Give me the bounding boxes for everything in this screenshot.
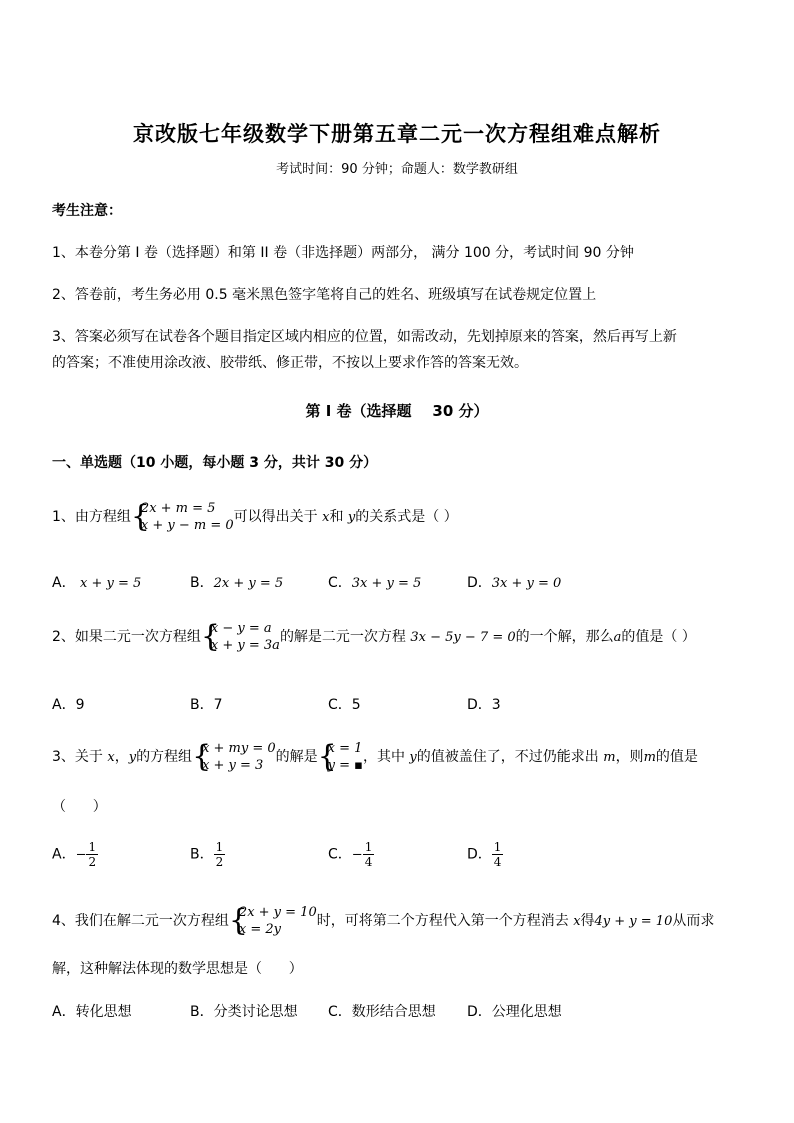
fraction	[363, 840, 375, 869]
option-text: 数形结合思想	[351, 1004, 436, 1020]
denominator: 4	[493, 855, 502, 869]
question-text: 的值被盖住了，不过仍能求出	[416, 749, 604, 765]
option-b[interactable]	[190, 694, 223, 714]
denominator: 2	[215, 855, 224, 869]
option-a[interactable]	[52, 840, 98, 869]
question-1-stem	[52, 500, 458, 534]
option-text: 2x + y = 5	[213, 576, 284, 591]
option-text: 分类讨论思想	[213, 1004, 298, 1020]
numerator: 1	[88, 840, 97, 854]
question-3-stem	[52, 740, 698, 774]
question-4-line2: 解，这种解法体现的数学思想是（ ）	[52, 961, 303, 977]
option-text: 3	[491, 697, 501, 713]
solution-equation: y = ▪	[327, 758, 363, 773]
system-equation: 2x + m = 5	[140, 501, 216, 516]
variable: y	[347, 510, 356, 525]
variable: y	[128, 750, 137, 765]
option-a[interactable]	[52, 1001, 132, 1021]
option-label: B．	[190, 846, 214, 863]
question-prefix: 1、由方程组	[52, 509, 131, 525]
option-label: D．	[467, 846, 492, 863]
option-label: B．	[190, 697, 214, 713]
question-3-answer-blank: （ ）	[52, 799, 107, 815]
numerator: 1	[493, 840, 502, 854]
option-c[interactable]	[328, 1001, 436, 1021]
notice-item-3-line2: 的答案；不准使用涂改液、胶带纸、修正带，不按以上要求作答的答案无效。	[52, 355, 528, 371]
part1-title: 第 I 卷（选择题 30 分）	[305, 402, 489, 420]
option-a[interactable]	[52, 694, 85, 714]
question-text: ，其中	[362, 749, 410, 765]
notice-item-2: 2、答卷前，考生务必用 0.5 毫米黑色签字笔将自己的姓名、班级填写在试卷规定位置上	[52, 287, 597, 303]
option-label: C．	[328, 1004, 352, 1020]
denominator: 2	[88, 855, 97, 869]
equation: 4y + y = 10	[594, 914, 673, 929]
fraction	[214, 840, 226, 869]
option-text: x + y = 5	[80, 576, 142, 591]
question-text: 得	[580, 913, 595, 929]
system-equation: x + y = 3a	[210, 638, 280, 653]
notice-heading: 考生注意：	[52, 203, 122, 219]
system-equation: x + y − m = 0	[140, 518, 234, 533]
option-text: 3x + y = 5	[351, 576, 422, 591]
system-equation: 2x + y = 10	[238, 905, 317, 920]
fraction	[492, 840, 504, 869]
option-label: A．	[52, 1004, 76, 1020]
question-text: 从而求	[672, 913, 715, 929]
equation-system	[131, 500, 234, 534]
fraction	[86, 840, 98, 869]
option-b[interactable]	[190, 840, 225, 869]
option-b[interactable]	[190, 572, 283, 592]
notice-item-1: 1、本卷分第 I 卷（选择题）和第 II 卷（非选择题）两部分， 满分 100 分，考试时间 90 分钟	[52, 245, 634, 261]
minus-sign: −	[75, 847, 87, 863]
question-text: 时，可将第二个方程代入第一个方程消去	[316, 913, 574, 929]
variable: x	[107, 750, 115, 765]
option-label: C．	[328, 575, 352, 591]
option-text: 9	[75, 697, 85, 713]
question-text: ，则	[615, 749, 644, 765]
option-label: C．	[328, 846, 352, 863]
equation-system	[192, 740, 276, 774]
option-label: A．	[52, 846, 76, 863]
question-text: 可以得出关于	[233, 509, 323, 525]
option-text: 3x + y = 0	[491, 576, 562, 591]
exam-info: 考试时间：90 分钟；命题人：数学教研组	[276, 162, 518, 177]
denominator: 4	[364, 855, 373, 869]
system-equation: x − y = a	[210, 621, 272, 636]
option-text: 转化思想	[75, 1004, 132, 1020]
question-prefix: 2、如果二元一次方程组	[52, 629, 201, 645]
left-brace-icon: {	[228, 903, 249, 938]
question-prefix: 4、我们在解二元一次方程组	[52, 913, 229, 929]
question-text: 的解是二元一次方程	[279, 629, 411, 645]
question-text: ，	[114, 749, 129, 765]
option-label: D．	[467, 1004, 492, 1020]
question-prefix: 3、关于	[52, 749, 108, 765]
option-label: B．	[190, 1004, 214, 1020]
option-c[interactable]	[328, 840, 374, 869]
variable: y	[409, 750, 417, 765]
solution-equation: x = 1	[327, 741, 363, 756]
system-equation: x + my = 0	[202, 741, 276, 756]
option-label: D．	[467, 697, 492, 713]
equation: 3x − 5y − 7 = 0	[410, 630, 516, 645]
minus-sign: −	[351, 847, 363, 863]
question-text: 的关系式是（ ）	[355, 509, 458, 525]
equation-system	[201, 620, 280, 654]
option-c[interactable]	[328, 694, 361, 714]
option-label: A．	[52, 575, 76, 591]
option-d[interactable]	[467, 840, 503, 869]
variable: m	[603, 750, 616, 765]
question-text: 的方程组	[136, 749, 193, 765]
option-c[interactable]	[328, 572, 421, 592]
option-d[interactable]	[467, 1001, 562, 1021]
page-title: 京改版七年级数学下册第五章二元一次方程组难点解析	[133, 121, 661, 146]
numerator: 1	[215, 840, 224, 854]
option-d[interactable]	[467, 572, 561, 592]
option-text: 公理化思想	[491, 1004, 562, 1020]
question-2-stem	[52, 620, 696, 654]
question-text: 的值是	[655, 749, 698, 765]
option-label: D．	[467, 575, 492, 591]
variable: x	[573, 914, 581, 929]
variable: m	[643, 750, 656, 765]
numerator: 1	[364, 840, 373, 854]
question-text: 和	[329, 509, 348, 525]
section-heading: 一、单选题（10 小题，每小题 3 分，共计 30 分）	[52, 455, 378, 471]
question-text: 的值是（ ）	[621, 629, 696, 645]
option-label: A．	[52, 697, 76, 713]
variable: x	[322, 510, 330, 525]
option-text: 7	[213, 697, 223, 713]
left-brace-icon: {	[200, 619, 221, 654]
solution-system	[318, 740, 363, 774]
question-4-stem	[52, 904, 714, 938]
option-d[interactable]	[467, 694, 501, 714]
system-equation: x = 2y	[238, 922, 282, 937]
left-brace-icon: {	[130, 499, 151, 534]
option-a[interactable]	[52, 572, 141, 592]
option-text: 5	[351, 697, 361, 713]
question-text: 的一个解，那么	[515, 629, 614, 645]
equation-system	[229, 904, 317, 938]
option-b[interactable]	[190, 1001, 298, 1021]
left-brace-icon: {	[317, 739, 337, 774]
question-text: 的解是	[275, 749, 318, 765]
notice-item-3-line1: 3、答案必须写在试卷各个题目指定区域内相应的位置，如需改动，先划掉原来的答案，然后再写上新	[52, 329, 677, 345]
option-label: B．	[190, 575, 214, 591]
variable: a	[613, 630, 622, 645]
system-equation: x + y = 3	[202, 758, 264, 773]
option-label: C．	[328, 697, 352, 713]
left-brace-icon: {	[192, 739, 212, 774]
